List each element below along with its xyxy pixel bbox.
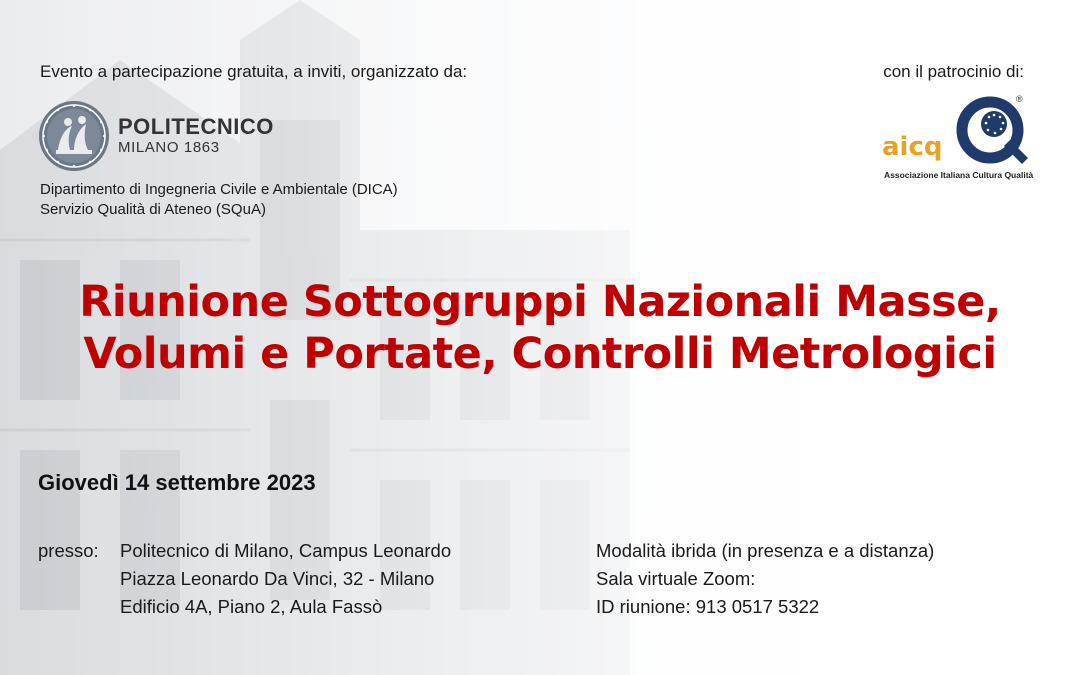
online-line: Sala virtuale Zoom: bbox=[596, 568, 756, 589]
venue-block bbox=[38, 537, 451, 621]
aicq-q-mark-icon bbox=[956, 96, 1030, 170]
organizer-intro: Evento a partecipazione gratuita, a inviti, organizzato da: bbox=[40, 62, 468, 81]
meeting-id: ID riunione: 913 0517 5322 bbox=[596, 596, 820, 617]
venue-line: Edificio 4A, Piano 2, Aula Fassò bbox=[120, 596, 383, 617]
event-title-line-2: Volumi e Portate, Controlli Metrologici bbox=[83, 329, 997, 379]
service-name: Servizio Qualità di Ateneo (SQuA) bbox=[40, 201, 266, 218]
patronage-intro: con il patrocinio di: bbox=[883, 62, 1024, 81]
online-line: Modalità ibrida (in presenza e a distanza) bbox=[596, 540, 935, 561]
online-block bbox=[596, 537, 934, 621]
event-title bbox=[0, 276, 1080, 380]
event-date: Giovedì 14 settembre 2023 bbox=[38, 470, 316, 495]
registered-mark: ® bbox=[1016, 94, 1023, 104]
politecnico-logo-subtitle: MILANO 1863 bbox=[118, 139, 220, 156]
venue-line: Piazza Leonardo Da Vinci, 32 - Milano bbox=[120, 568, 435, 589]
politecnico-seal-icon bbox=[38, 100, 110, 172]
department-name: Dipartimento di Ingegneria Civile e Ambientale (DICA) bbox=[40, 181, 398, 198]
venue-label: presso: bbox=[38, 540, 99, 561]
organizer-departments bbox=[40, 180, 398, 220]
politecnico-logo-name: POLITECNICO bbox=[118, 114, 274, 139]
politecnico-logo bbox=[38, 100, 274, 172]
aicq-logo bbox=[876, 94, 1036, 184]
aicq-logo-wordmark: aicq bbox=[882, 132, 943, 162]
aicq-logo-subtitle: Associazione Italiana Cultura Qualità bbox=[884, 170, 1034, 180]
event-title-line-1: Riunione Sottogruppi Nazionali Masse, bbox=[79, 277, 1001, 327]
venue-line: Politecnico di Milano, Campus Leonardo bbox=[120, 540, 452, 561]
